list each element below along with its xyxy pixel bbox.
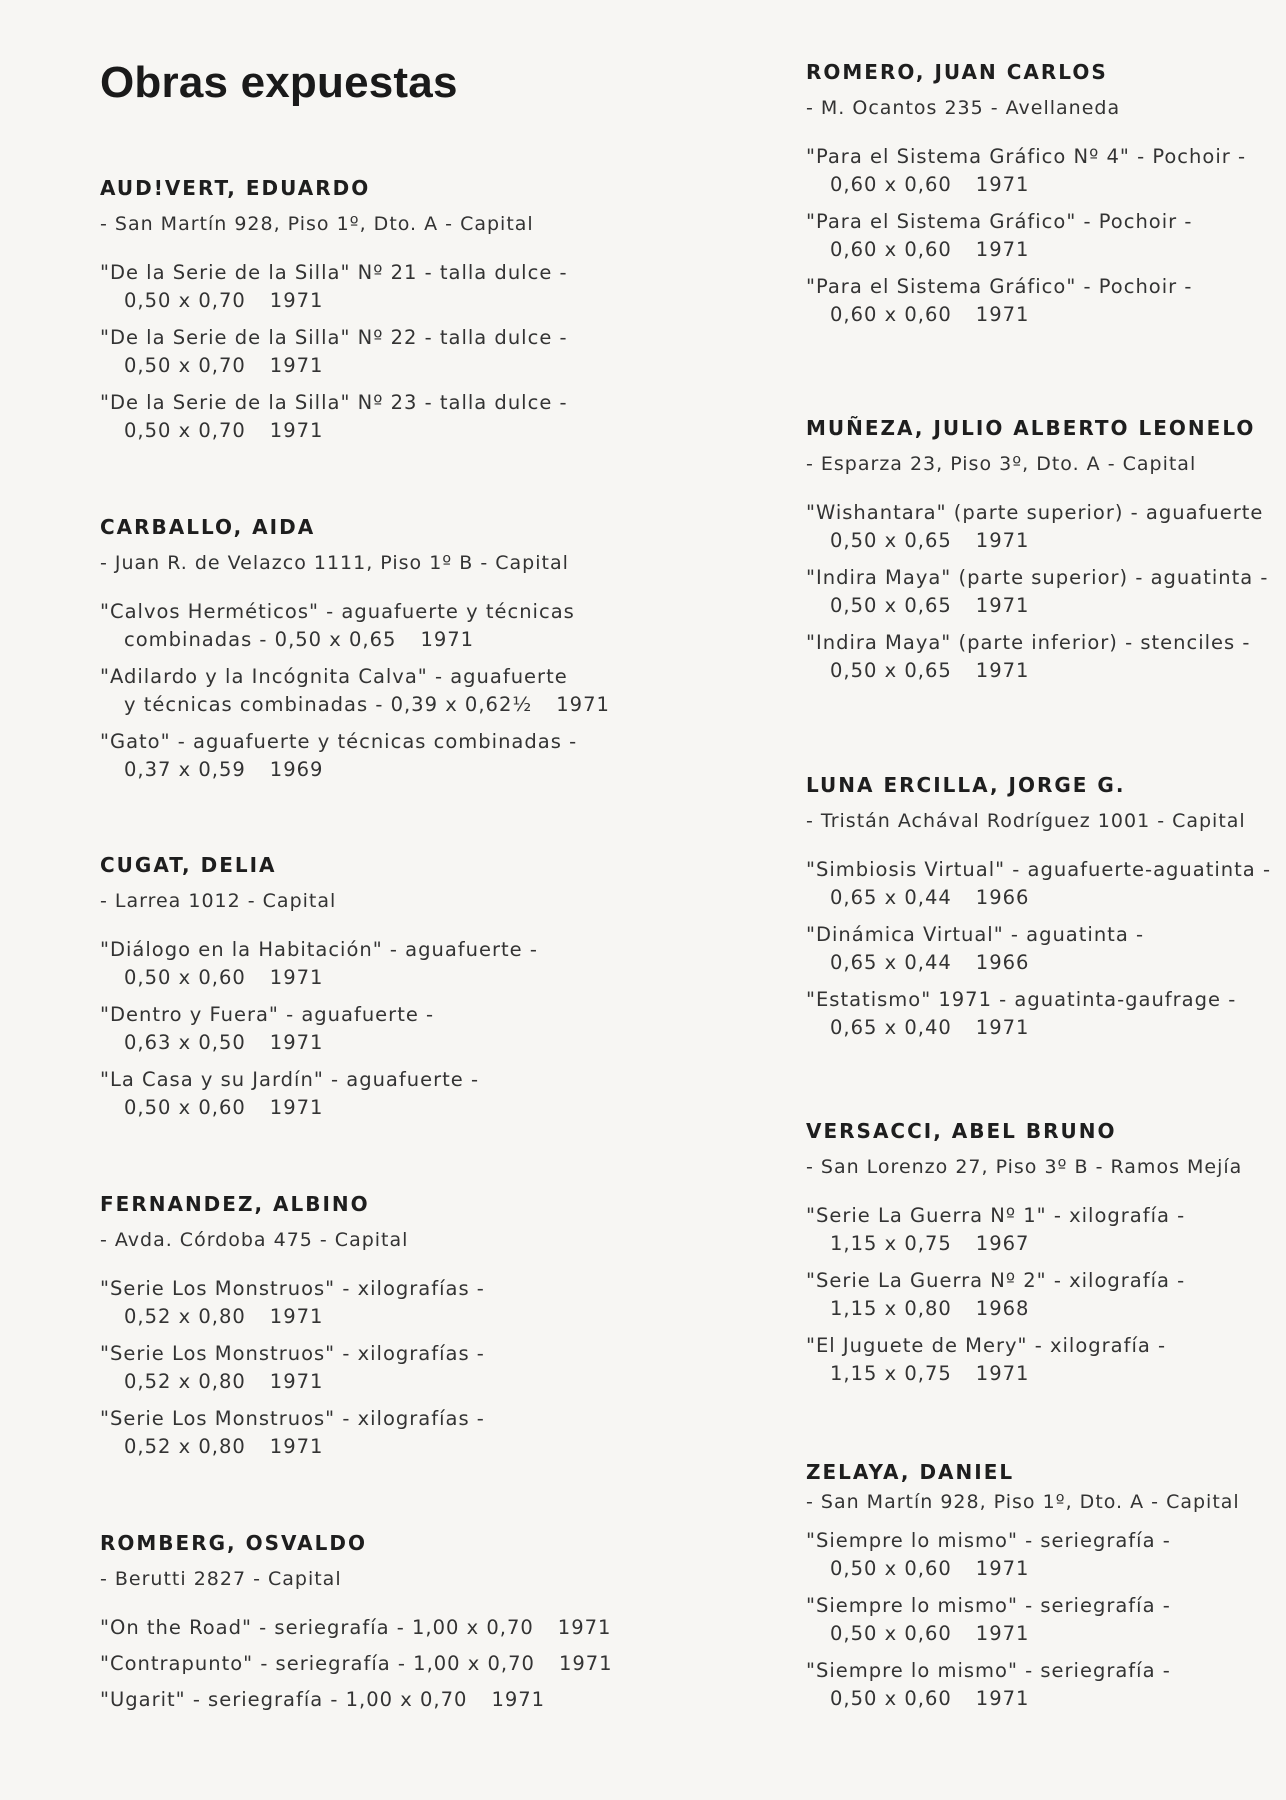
work-item — [100, 259, 620, 315]
work-item — [100, 1405, 620, 1461]
work-item — [806, 1592, 1276, 1648]
work-detail — [100, 352, 620, 380]
work-dimensions: 0,63 x 0,50 — [124, 1031, 246, 1054]
work-dimensions: 0,65 x 0,40 — [830, 1016, 952, 1039]
work-item — [100, 936, 620, 992]
work-year: 1971 — [975, 238, 1030, 261]
work-title: "Serie La Guerra Nº 1" - xilografía - — [806, 1204, 1186, 1227]
work-dimensions: 0,50 x 0,60 — [124, 1096, 246, 1119]
work-detail — [100, 691, 620, 719]
work-dimensions: 0,50 x 0,70 — [124, 419, 246, 442]
page-title: Obras expuestas — [100, 58, 458, 107]
work-title: "Para el Sistema Gráfico" - Pochoir - — [806, 275, 1193, 298]
work-year: 1971 — [975, 173, 1030, 196]
work-dimensions: 1,15 x 0,80 — [830, 1297, 952, 1320]
work-item — [100, 1686, 620, 1714]
work-detail — [100, 1433, 620, 1461]
work-title: "Para el Sistema Gráfico Nº 4" - Pochoir - — [806, 145, 1246, 168]
work-item — [100, 1275, 620, 1331]
artist-name: CARBALLO, AIDA — [100, 515, 316, 539]
work-dimensions: 0,50 x 0,70 — [124, 289, 246, 312]
work-item — [806, 856, 1276, 912]
work-title: "Ugarit" - seriegrafía - 1,00 x 0,70 — [100, 1688, 468, 1711]
artist-address: - Esparza 23, Piso 3º, Dto. A - Capital — [806, 453, 1197, 475]
work-year: 1971 — [975, 659, 1030, 682]
work-title: "Para el Sistema Gráfico" - Pochoir - — [806, 210, 1193, 233]
work-dimensions: 0,65 x 0,44 — [830, 886, 952, 909]
work-year: 1971 — [269, 966, 324, 989]
works-list — [806, 499, 1276, 685]
work-year: 1971 — [269, 419, 324, 442]
work-detail — [100, 1029, 620, 1057]
work-dimensions: 0,50 x 0,60 — [830, 1622, 952, 1645]
work-detail — [806, 1685, 1276, 1713]
work-year: 1971 — [975, 1557, 1030, 1580]
artist-name: FERNANDEZ, ALBINO — [100, 1192, 370, 1216]
work-item — [100, 324, 620, 380]
work-year: 1971 — [420, 628, 475, 651]
work-year: 1967 — [975, 1232, 1030, 1255]
artist-address: - San Martín 928, Piso 1º, Dto. A - Capital — [100, 213, 534, 235]
work-dimensions: 0,50 x 0,60 — [830, 1557, 952, 1580]
work-detail — [806, 1230, 1276, 1258]
work-title: "De la Serie de la Silla" Nº 23 - talla dulce - — [100, 391, 568, 414]
work-year: 1971 — [269, 1305, 324, 1328]
work-title: "Contrapunto" - seriegrafía - 1,00 x 0,70 — [100, 1652, 535, 1675]
artist-address: - San Martín 928, Piso 1º, Dto. A - Capital — [806, 1491, 1240, 1513]
work-item — [806, 1202, 1276, 1258]
artist-entry — [806, 772, 1276, 1051]
work-dimensions: y técnicas combinadas - 0,39 x 0,62½ — [124, 693, 533, 716]
work-title: "De la Serie de la Silla" Nº 22 - talla dulce - — [100, 326, 568, 349]
work-detail — [806, 527, 1276, 555]
artist-address: - Berutti 2827 - Capital — [100, 1568, 342, 1590]
work-title: "El Juguete de Mery" - xilografía - — [806, 1334, 1167, 1357]
artist-entry — [806, 415, 1276, 694]
work-year: 1971 — [557, 1616, 612, 1639]
artist-name: ROMERO, JUAN CARLOS — [806, 60, 1108, 84]
work-item — [100, 728, 620, 784]
artist-address: - Larrea 1012 - Capital — [100, 890, 337, 912]
works-list — [100, 936, 620, 1122]
work-item — [100, 1650, 620, 1678]
work-title: "Serie La Guerra Nº 2" - xilografía - — [806, 1269, 1186, 1292]
artist-entry — [806, 1118, 1276, 1397]
work-detail — [806, 1014, 1276, 1042]
work-dimensions: 0,37 x 0,59 — [124, 758, 246, 781]
work-dimensions: 0,50 x 0,65 — [830, 594, 952, 617]
artist-address: - San Lorenzo 27, Piso 3º B - Ramos Mejía — [806, 1156, 1243, 1178]
work-detail — [100, 1303, 620, 1331]
work-detail — [806, 949, 1276, 977]
works-list — [806, 856, 1276, 1042]
work-title: "Gato" - aguafuerte y técnicas combinadas - — [100, 730, 578, 753]
work-dimensions: 0,60 x 0,60 — [830, 173, 952, 196]
work-detail — [100, 964, 620, 992]
work-item — [806, 629, 1276, 685]
work-item — [100, 1066, 620, 1122]
work-dimensions: 0,60 x 0,60 — [830, 238, 952, 261]
artist-name: ROMBERG, OSVALDO — [100, 1531, 367, 1555]
work-year: 1971 — [975, 1016, 1030, 1039]
work-dimensions: 0,65 x 0,44 — [830, 951, 952, 974]
work-detail — [100, 417, 620, 445]
work-dimensions: 1,15 x 0,75 — [830, 1362, 952, 1385]
work-detail — [100, 1368, 620, 1396]
work-detail — [100, 756, 620, 784]
work-detail — [806, 1620, 1276, 1648]
work-year: 1971 — [269, 1031, 324, 1054]
work-title: "Serie Los Monstruos" - xilografías - — [100, 1407, 485, 1430]
works-list — [806, 1527, 1276, 1713]
artist-entry — [100, 1191, 620, 1470]
work-detail — [806, 592, 1276, 620]
work-dimensions: 0,52 x 0,80 — [124, 1370, 246, 1393]
work-detail — [806, 171, 1276, 199]
work-item — [100, 598, 620, 654]
work-detail — [806, 236, 1276, 264]
work-title: "Dentro y Fuera" - aguafuerte - — [100, 1003, 435, 1026]
work-title: "On the Road" - seriegrafía - 1,00 x 0,70 — [100, 1616, 534, 1639]
work-dimensions: 0,50 x 0,60 — [830, 1687, 952, 1710]
work-item — [806, 564, 1276, 620]
work-item — [806, 499, 1276, 555]
work-item — [806, 1527, 1276, 1583]
work-title: "Serie Los Monstruos" - xilografías - — [100, 1342, 485, 1365]
work-item — [100, 389, 620, 445]
work-detail — [806, 301, 1276, 329]
work-item — [806, 273, 1276, 329]
work-dimensions: 0,50 x 0,70 — [124, 354, 246, 377]
work-title: "Indira Maya" (parte inferior) - stenciles - — [806, 631, 1251, 654]
works-list — [100, 1614, 620, 1714]
work-year: 1966 — [975, 886, 1030, 909]
work-year: 1971 — [491, 1688, 546, 1711]
artist-entry — [100, 514, 620, 793]
work-year: 1971 — [269, 1435, 324, 1458]
work-item — [806, 1657, 1276, 1713]
work-year: 1971 — [269, 1096, 324, 1119]
work-title: "Estatismo" 1971 - aguatinta-gaufrage - — [806, 988, 1237, 1011]
work-year: 1971 — [269, 289, 324, 312]
work-detail — [100, 626, 620, 654]
artist-name: ZELAYA, DANIEL — [806, 1460, 1015, 1484]
work-year: 1971 — [975, 529, 1030, 552]
work-title: "Siempre lo mismo" - seriegrafía - — [806, 1529, 1171, 1552]
works-list — [100, 259, 620, 445]
work-item — [806, 921, 1276, 977]
work-title: "Wishantara" (parte superior) - aguafuerte — [806, 501, 1264, 524]
work-item — [100, 1001, 620, 1057]
work-year: 1971 — [269, 354, 324, 377]
artist-address: - Tristán Achával Rodríguez 1001 - Capital — [806, 810, 1246, 832]
work-detail — [806, 884, 1276, 912]
work-year: 1971 — [975, 1362, 1030, 1385]
work-year: 1969 — [269, 758, 324, 781]
artist-name: AUD!VERT, EDUARDO — [100, 176, 371, 200]
artist-address: - Juan R. de Velazco 1111, Piso 1º B - Capital — [100, 552, 569, 574]
work-title: "Serie Los Monstruos" - xilografías - — [100, 1277, 485, 1300]
work-year: 1971 — [556, 693, 610, 716]
work-dimensions: 0,60 x 0,60 — [830, 303, 952, 326]
work-dimensions: 0,50 x 0,65 — [830, 529, 952, 552]
work-dimensions: 0,52 x 0,80 — [124, 1435, 246, 1458]
work-year: 1971 — [558, 1652, 613, 1675]
work-title: "Simbiosis Virtual" - aguafuerte-aguatinta - — [806, 858, 1271, 881]
work-item — [806, 986, 1276, 1042]
work-item — [806, 1267, 1276, 1323]
work-detail — [806, 1555, 1276, 1583]
work-title: "Siempre lo mismo" - seriegrafía - — [806, 1594, 1171, 1617]
work-detail — [100, 287, 620, 315]
work-detail — [806, 1360, 1276, 1388]
work-dimensions: 1,15 x 0,75 — [830, 1232, 952, 1255]
artist-entry — [806, 1459, 1276, 1722]
works-list — [100, 598, 620, 784]
work-item — [806, 208, 1276, 264]
work-dimensions: 0,50 x 0,60 — [124, 966, 246, 989]
works-list — [806, 143, 1276, 329]
work-title: "Calvos Herméticos" - aguafuerte y técnicas — [100, 600, 575, 623]
artist-name: VERSACCI, ABEL BRUNO — [806, 1119, 1117, 1143]
work-item — [806, 143, 1276, 199]
work-title: "Siempre lo mismo" - seriegrafía - — [806, 1659, 1171, 1682]
work-year: 1971 — [975, 594, 1030, 617]
work-dimensions: 0,52 x 0,80 — [124, 1305, 246, 1328]
work-year: 1971 — [975, 1687, 1030, 1710]
works-list — [806, 1202, 1276, 1388]
work-item — [100, 663, 620, 719]
artist-name: CUGAT, DELIA — [100, 853, 277, 877]
work-detail — [100, 1094, 620, 1122]
artist-entry — [100, 175, 620, 454]
work-title: "Indira Maya" (parte superior) - aguatinta - — [806, 566, 1269, 589]
artist-entry — [100, 852, 620, 1131]
work-dimensions: combinadas - 0,50 x 0,65 — [124, 628, 397, 651]
artist-entry — [806, 59, 1276, 338]
artist-name: MUÑEZA, JULIO ALBERTO LEONELO — [806, 416, 1256, 440]
work-year: 1971 — [269, 1370, 324, 1393]
work-year: 1968 — [975, 1297, 1030, 1320]
work-item — [100, 1614, 620, 1642]
work-title: "Adilardo y la Incógnita Calva" - aguafuerte — [100, 665, 568, 688]
work-year: 1966 — [975, 951, 1030, 974]
work-item — [806, 1332, 1276, 1388]
artist-address: - M. Ocantos 235 - Avellaneda — [806, 97, 1121, 119]
work-detail — [806, 1295, 1276, 1323]
artist-entry — [100, 1530, 620, 1722]
artist-address: - Avda. Córdoba 475 - Capital — [100, 1229, 409, 1251]
work-detail — [806, 657, 1276, 685]
work-year: 1971 — [975, 303, 1030, 326]
work-title: "La Casa y su Jardín" - aguafuerte - — [100, 1068, 479, 1091]
work-title: "De la Serie de la Silla" Nº 21 - talla dulce - — [100, 261, 568, 284]
artist-name: LUNA ERCILLA, JORGE G. — [806, 773, 1126, 797]
work-title: "Dinámica Virtual" - aguatinta - — [806, 923, 1145, 946]
work-title: "Diálogo en la Habitación" - aguafuerte - — [100, 938, 538, 961]
work-year: 1971 — [975, 1622, 1030, 1645]
work-item — [100, 1340, 620, 1396]
works-list — [100, 1275, 620, 1461]
work-dimensions: 0,50 x 0,65 — [830, 659, 952, 682]
